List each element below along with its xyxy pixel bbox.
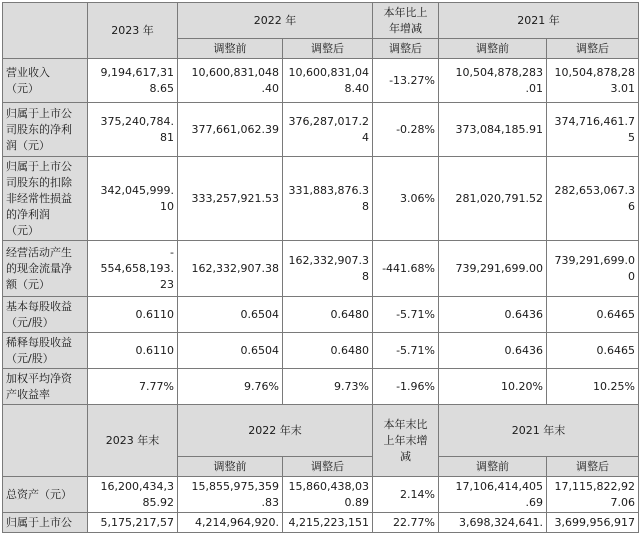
row-label: 加权平均净资 产收益率: [3, 369, 88, 405]
cell-2022-after: 162,332,907.3 8: [283, 241, 373, 297]
cell-change: -1.96%: [373, 369, 439, 405]
header-end-2022-before: 调整前: [178, 457, 283, 477]
cell-2021-before: 0.6436: [439, 333, 547, 369]
cell-2021-before: 17,106,414,405 .69: [439, 477, 547, 513]
header-2021-after: 调整后: [547, 39, 639, 59]
cell-2022-before: 162,332,907.38: [178, 241, 283, 297]
cell-change: -5.71%: [373, 297, 439, 333]
header-change-end: 本年末比 上年末增 减: [373, 405, 439, 477]
cell-2021-after: 739,291,699.0 0: [547, 241, 639, 297]
cell-change: 22.77%: [373, 513, 439, 533]
row-label: 归属于上市公 司股东的扣除 非经常性损益 的净利润 （元）: [3, 157, 88, 241]
cell-2021-before: 373,084,185.91: [439, 103, 547, 157]
cell-change: -441.68%: [373, 241, 439, 297]
cell-2022-before: 9.76%: [178, 369, 283, 405]
cell-2023: 5,175,217,57: [88, 513, 178, 533]
row-label: 经营活动产生 的现金流量净 额（元）: [3, 241, 88, 297]
header-2022-after: 调整后: [283, 39, 373, 59]
table-row: [3, 333, 639, 369]
cell-2021-before: 10,504,878,283 .01: [439, 59, 547, 103]
table-row: [3, 369, 639, 405]
header-blank-2: [3, 405, 88, 477]
cell-change: -13.27%: [373, 59, 439, 103]
cell-2021-before: 0.6436: [439, 297, 547, 333]
cell-2023: 0.6110: [88, 297, 178, 333]
cell-2022-after: 331,883,876.3 8: [283, 157, 373, 241]
header-end-2022: 2022 年末: [178, 405, 373, 457]
cell-2023: 375,240,784. 81: [88, 103, 178, 157]
table-row: [3, 103, 639, 157]
cell-2023: 342,045,999. 10: [88, 157, 178, 241]
table-row: [3, 241, 639, 297]
cell-2022-after: 15,860,438,03 0.89: [283, 477, 373, 513]
cell-2021-before: 281,020,791.52: [439, 157, 547, 241]
header-year-2023: 2023 年: [88, 3, 178, 59]
cell-2023: 16,200,434,3 85.92: [88, 477, 178, 513]
row-label: 归属于上市公: [3, 513, 88, 533]
table-row: [3, 59, 639, 103]
cell-2021-after: 3,699,956,917: [547, 513, 639, 533]
row-label: 基本每股收益 （元/股）: [3, 297, 88, 333]
cell-2023: 7.77%: [88, 369, 178, 405]
cell-2021-before: 3,698,324,641.: [439, 513, 547, 533]
table-row: [3, 477, 639, 513]
cell-2022-after: 0.6480: [283, 297, 373, 333]
cell-2022-before: 10,600,831,048 .40: [178, 59, 283, 103]
cell-change: -0.28%: [373, 103, 439, 157]
row-label: 归属于上市公 司股东的净利 润（元）: [3, 103, 88, 157]
cell-2022-after: 9.73%: [283, 369, 373, 405]
cell-2021-after: 17,115,822,92 7.06: [547, 477, 639, 513]
header-end-2023: 2023 年末: [88, 405, 178, 477]
cell-2022-before: 333,257,921.53: [178, 157, 283, 241]
row-label: 稀释每股收益 （元/股）: [3, 333, 88, 369]
cell-2021-before: 10.20%: [439, 369, 547, 405]
header-blank: [3, 3, 88, 59]
cell-change: 3.06%: [373, 157, 439, 241]
cell-2023: 9,194,617,31 8.65: [88, 59, 178, 103]
cell-2021-after: 0.6465: [547, 297, 639, 333]
header-change-after: 调整后: [373, 39, 439, 59]
cell-2022-before: 15,855,975,359 .83: [178, 477, 283, 513]
cell-2021-after: 10,504,878,28 3.01: [547, 59, 639, 103]
header-year-2022: 2022 年: [178, 3, 373, 39]
cell-2021-after: 374,716,461.7 5: [547, 103, 639, 157]
table-row: [3, 513, 639, 533]
cell-change: -5.71%: [373, 333, 439, 369]
row-label: 总资产（元）: [3, 477, 88, 513]
header-row-1: [3, 3, 639, 39]
cell-2022-after: 376,287,017.2 4: [283, 103, 373, 157]
header-end-2021-before: 调整前: [439, 457, 547, 477]
cell-2021-after: 282,653,067.3 6: [547, 157, 639, 241]
cell-2022-before: 0.6504: [178, 333, 283, 369]
cell-2022-before: 4,214,964,920.: [178, 513, 283, 533]
header-end-2021-after: 调整后: [547, 457, 639, 477]
cell-change: 2.14%: [373, 477, 439, 513]
cell-2021-before: 739,291,699.00: [439, 241, 547, 297]
table-row: [3, 157, 639, 241]
header-end-2022-after: 调整后: [283, 457, 373, 477]
cell-2022-after: 0.6480: [283, 333, 373, 369]
header-row-3: [3, 405, 639, 457]
header-2021-before: 调整前: [439, 39, 547, 59]
cell-2023: - 554,658,193. 23: [88, 241, 178, 297]
header-2022-before: 调整前: [178, 39, 283, 59]
cell-2021-after: 0.6465: [547, 333, 639, 369]
cell-2022-before: 0.6504: [178, 297, 283, 333]
cell-2022-before: 377,661,062.39: [178, 103, 283, 157]
row-label: 营业收入 （元）: [3, 59, 88, 103]
financial-summary-table: [2, 2, 639, 533]
header-end-2021: 2021 年末: [439, 405, 639, 457]
cell-2022-after: 10,600,831,04 8.40: [283, 59, 373, 103]
cell-2023: 0.6110: [88, 333, 178, 369]
header-change: 本年比上 年增减: [373, 3, 439, 39]
header-year-2021: 2021 年: [439, 3, 639, 39]
cell-2022-after: 4,215,223,151: [283, 513, 373, 533]
cell-2021-after: 10.25%: [547, 369, 639, 405]
table-row: [3, 297, 639, 333]
